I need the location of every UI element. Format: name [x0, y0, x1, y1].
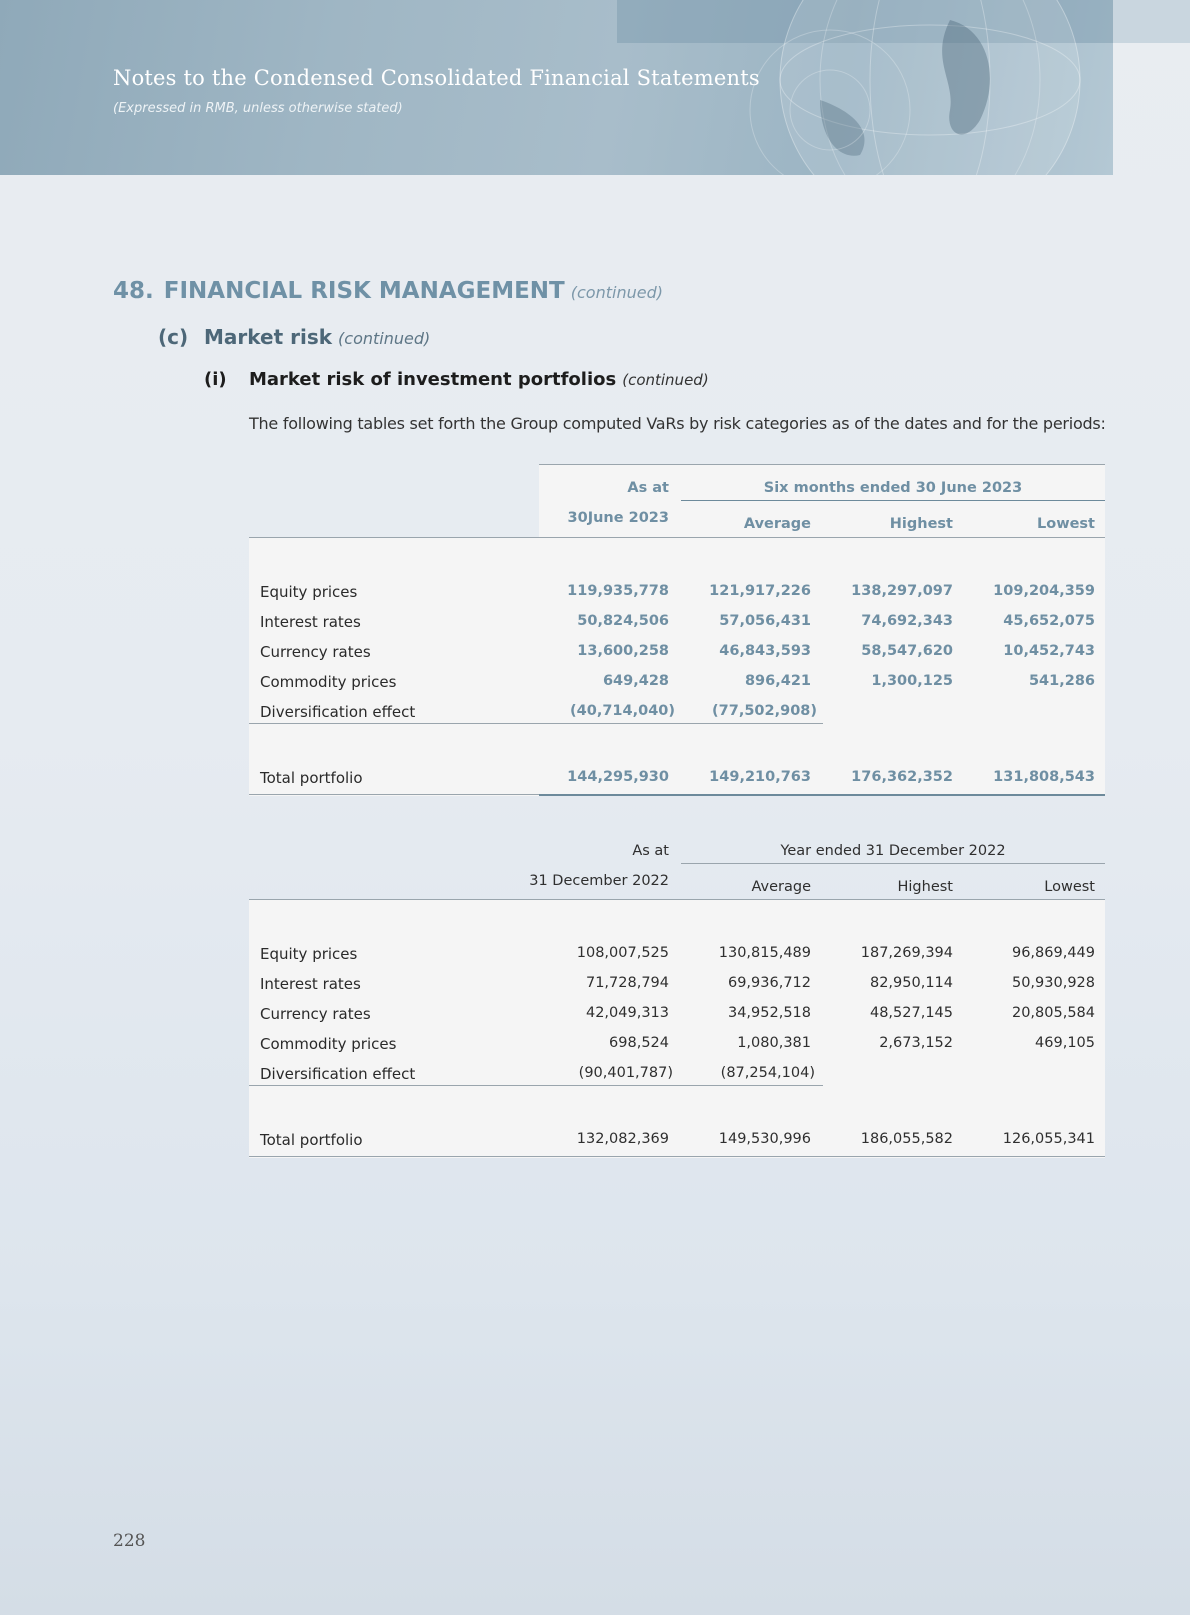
cell-as-at: 71,728,794 [585, 975, 669, 991]
total-as-at: 144,295,930 [567, 769, 669, 785]
subsubsection-heading [204, 369, 709, 390]
col-average: Average [751, 879, 811, 895]
col-highest: Highest [897, 879, 953, 895]
row-label: Diversification effect [260, 703, 416, 721]
section-heading [113, 278, 663, 304]
row-label: Diversification effect [260, 1065, 416, 1083]
cell-as-at: 42,049,313 [585, 1005, 669, 1021]
cell-highest: 138,297,097 [851, 583, 953, 599]
cell-average: 46,843,593 [719, 643, 811, 659]
header-title: Notes to the Condensed Consolidated Financial Statements [113, 66, 760, 90]
cell-average: 1,080,381 [737, 1035, 811, 1051]
col-as-at-line2: 31 December 2022 [529, 873, 669, 889]
cell-lowest: 20,805,584 [1011, 1005, 1095, 1021]
row-label: Equity prices [260, 945, 358, 963]
subsubsection-title: Market risk of investment portfolios [249, 369, 617, 390]
total-highest: 176,362,352 [851, 769, 953, 785]
col-average: Average [743, 516, 811, 532]
cell-as-at: 108,007,525 [576, 945, 669, 961]
header-strip-right [1113, 0, 1190, 43]
cell-highest: 2,673,152 [879, 1035, 953, 1051]
subtotal-rule [249, 1085, 823, 1086]
col-as-at-line1: As at [627, 480, 669, 496]
cell-as-at: (90,401,787) [578, 1065, 673, 1081]
cell-average: 34,952,518 [727, 1005, 811, 1021]
cell-lowest: 541,286 [1028, 673, 1095, 689]
cell-as-at: (40,714,040) [570, 703, 675, 719]
total-average: 149,530,996 [718, 1131, 811, 1147]
row-label: Commodity prices [260, 673, 397, 691]
cell-as-at: 698,524 [609, 1035, 669, 1051]
cell-as-at: 119,935,778 [567, 583, 669, 599]
cell-average: 896,421 [744, 673, 811, 689]
total-label: Total portfolio [260, 1131, 363, 1149]
subsection-label: (c) [158, 325, 189, 349]
cell-highest: 187,269,394 [860, 945, 953, 961]
subsection-continued: (continued) [338, 329, 431, 348]
globe-illustration [700, 0, 1113, 175]
subsubsection-label: (i) [204, 369, 227, 390]
cell-lowest: 96,869,449 [1011, 945, 1095, 961]
subsubsection-continued: (continued) [622, 371, 709, 389]
col-as-at-line1: As at [632, 843, 669, 859]
section-number: 48. [113, 278, 154, 304]
row-label: Interest rates [260, 613, 361, 631]
cell-average: 57,056,431 [719, 613, 811, 629]
row-label: Interest rates [260, 975, 361, 993]
cell-as-at: 50,824,506 [577, 613, 669, 629]
subsection-title: Market risk [204, 325, 333, 349]
period-header: Year ended 31 December 2022 [780, 843, 1006, 859]
table-body-panel [249, 538, 1105, 796]
cell-lowest: 109,204,359 [993, 583, 1095, 599]
period-rule [681, 863, 1105, 864]
row-label: Commodity prices [260, 1035, 397, 1053]
total-bottom-rule [249, 794, 539, 795]
cell-as-at: 13,600,258 [577, 643, 669, 659]
subtotal-rule [249, 723, 823, 724]
cell-lowest: 469,105 [1035, 1035, 1095, 1051]
total-lowest: 126,055,341 [1002, 1131, 1095, 1147]
cell-average: (77,502,908) [712, 703, 817, 719]
var-table-2023 [249, 464, 1105, 796]
col-highest: Highest [889, 516, 953, 532]
cell-average: 121,917,226 [709, 583, 811, 599]
header-banner [0, 0, 1113, 175]
row-label: Currency rates [260, 643, 371, 661]
cell-highest: 48,527,145 [869, 1005, 953, 1021]
period-header: Six months ended 30 June 2023 [763, 480, 1023, 496]
cell-average: (87,254,104) [720, 1065, 815, 1081]
subsection-heading [158, 325, 430, 349]
cell-average: 130,815,489 [718, 945, 811, 961]
cell-lowest: 50,930,928 [1011, 975, 1095, 991]
page-number: 228 [113, 1531, 146, 1551]
total-highest: 186,055,582 [860, 1131, 953, 1147]
cell-highest: 58,547,620 [861, 643, 953, 659]
total-bottom-rule [249, 1156, 1105, 1157]
cell-lowest: 10,452,743 [1003, 643, 1095, 659]
header-subtitle: (Expressed in RMB, unless otherwise stated) [113, 101, 403, 116]
row-label: Equity prices [260, 583, 358, 601]
cell-lowest: 45,652,075 [1003, 613, 1095, 629]
total-average: 149,210,763 [709, 769, 811, 785]
col-lowest: Lowest [1037, 516, 1095, 532]
col-lowest: Lowest [1044, 879, 1095, 895]
var-table-2022 [249, 826, 1105, 1158]
intro-paragraph: The following tables set forth the Group computed VaRs by risk categories as of the dates and for the periods: [249, 414, 1106, 433]
section-title: FINANCIAL RISK MANAGEMENT [163, 278, 565, 304]
cell-average: 69,936,712 [727, 975, 811, 991]
total-bottom-rule-values [539, 794, 1105, 796]
cell-as-at: 649,428 [602, 673, 669, 689]
section-continued: (continued) [570, 283, 663, 302]
table-body-panel [249, 900, 1105, 1158]
col-as-at-line2: 30June 2023 [567, 510, 669, 526]
total-label: Total portfolio [260, 769, 363, 787]
period-rule [681, 500, 1105, 501]
total-as-at: 132,082,369 [576, 1131, 669, 1147]
cell-highest: 1,300,125 [871, 673, 953, 689]
row-label: Currency rates [260, 1005, 371, 1023]
cell-highest: 82,950,114 [869, 975, 953, 991]
total-lowest: 131,808,543 [993, 769, 1095, 785]
cell-highest: 74,692,343 [861, 613, 953, 629]
